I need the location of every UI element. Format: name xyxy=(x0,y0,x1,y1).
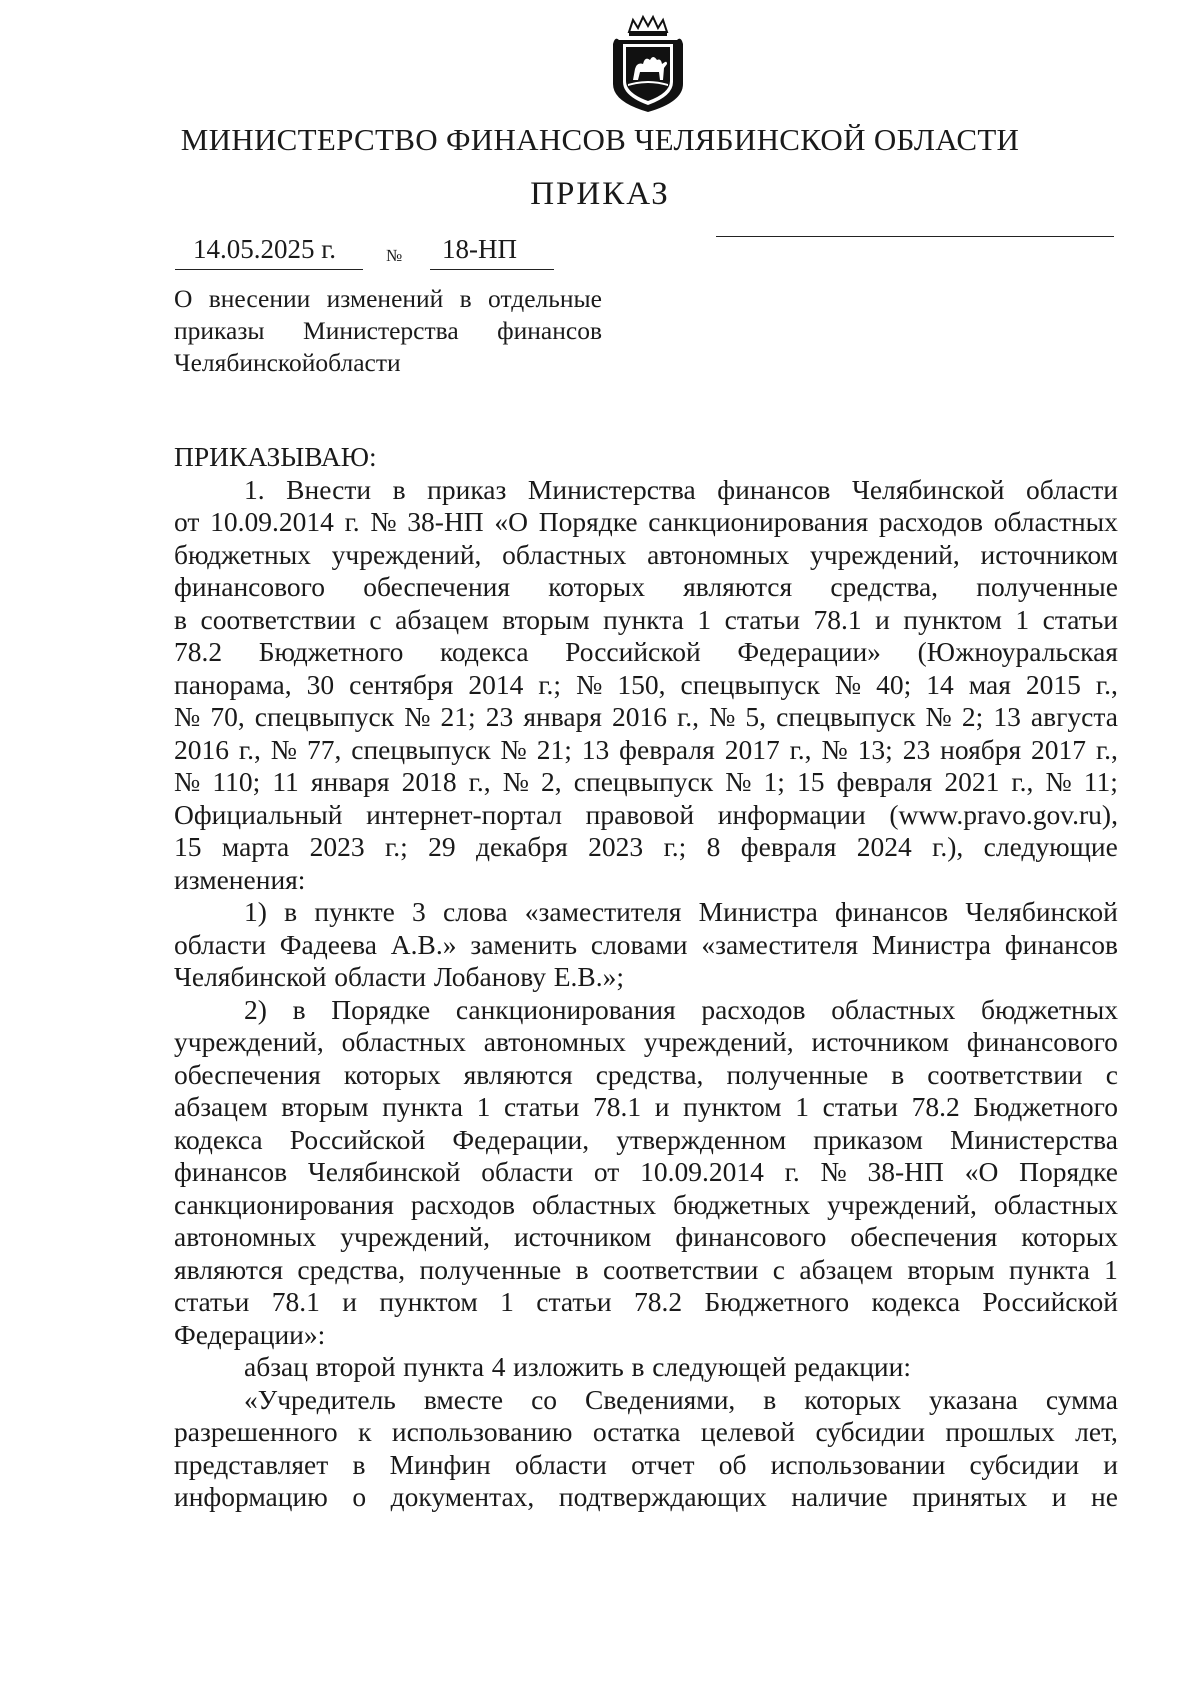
subject-line: О внесении изменений в отдельные xyxy=(174,284,602,313)
body-line: обеспечения которых являются средства, полученные в соответствии с xyxy=(174,1058,1118,1090)
body-line: Официальный интернет-портал правовой информации (www.pravo.gov.ru), xyxy=(174,798,1118,830)
order-subject xyxy=(174,283,602,379)
body-line: абзац второй пункта 4 изложить в следующей редакции: xyxy=(244,1351,911,1382)
body-line: 15 марта 2023 г.; 29 декабря 2023 г.; 8 февраля 2024 г.), следующие xyxy=(174,831,1118,862)
body-line: абзацем вторым пункта 1 статьи 78.1 и пунктом 1 статьи 78.2 Бюджетного xyxy=(174,1091,1118,1122)
body-line: санкционирования расходов областных бюджетных учреждений, областных xyxy=(174,1188,1118,1220)
body-line: представляет в Минфин области отчет об использовании субсидии и xyxy=(174,1448,1118,1480)
document-type: ПРИКАЗ xyxy=(530,176,670,212)
order-body xyxy=(174,441,1118,1514)
body-line: информацию о документах, подтверждающих наличие принятых и не xyxy=(174,1481,1118,1512)
body-line: являются средства, полученные в соответствии с абзацем вторым пункта 1 xyxy=(174,1253,1118,1285)
body-line: ПРИКАЗЫВАЮ: xyxy=(174,441,377,472)
order-number: 18-НП xyxy=(442,234,517,264)
body-line: панорама, 30 сентября 2014 г.; № 150, спецвыпуск № 40; 14 мая 2015 г., xyxy=(174,668,1118,700)
body-line: Федерации»: xyxy=(174,1318,326,1350)
body-line: 2) в Порядке санкционирования расходов областных бюджетных xyxy=(244,993,1118,1025)
body-line: от 10.09.2014 г. № 38-НП «О Порядке санкционирования расходов областных xyxy=(174,506,1118,537)
body-line: области Фадеева А.В.» заменить словами «заместителя Министра финансов xyxy=(174,928,1118,960)
date-underline xyxy=(175,269,363,270)
body-line: в соответствии с абзацем вторым пункта 1 статьи 78.1 и пунктом 1 статьи xyxy=(174,603,1118,635)
body-line: 78.2 Бюджетного кодекса Российской Федерации» (Южноуральская xyxy=(174,636,1118,667)
body-line: кодекса Российской Федерации, утвержденном приказом Министерства xyxy=(174,1123,1118,1155)
body-line: статьи 78.1 и пунктом 1 статьи 78.2 Бюджетного кодекса Российской xyxy=(174,1286,1118,1317)
body-line: разрешенного к использованию остатка целевой субсидии прошлых лет, xyxy=(174,1416,1118,1447)
header-rule xyxy=(716,236,1114,237)
body-line: 1) в пункте 3 слова «заместителя Министра финансов Челябинской xyxy=(244,896,1118,927)
body-line: № 70, спецвыпуск № 21; 23 января 2016 г., № 5, спецвыпуск № 2; 13 августа xyxy=(174,701,1118,732)
body-line: № 110; 11 января 2018 г., № 2, спецвыпуск № 1; 15 февраля 2021 г., № 11; xyxy=(174,766,1118,797)
body-line: финансов Челябинской области от 10.09.2014 г. № 38-НП «О Порядке xyxy=(174,1156,1118,1187)
body-line: изменения: xyxy=(174,863,306,895)
body-line: Челябинской области Лобанову Е.В.»; xyxy=(174,961,624,992)
subject-line: приказы Министерства финансов xyxy=(174,316,602,345)
coat-of-arms-icon xyxy=(607,14,689,114)
subject-line: Челябинской области xyxy=(174,348,401,377)
body-line: 1. Внести в приказ Министерства финансов Челябинской области xyxy=(244,473,1118,505)
number-underline xyxy=(430,269,554,270)
ministry-name: МИНИСТЕРСТВО ФИНАНСОВ ЧЕЛЯБИНСКОЙ ОБЛАСТИ xyxy=(180,122,1020,157)
body-line: 2016 г., № 77, спецвыпуск № 21; 13 февраля 2017 г., № 13; 23 ноября 2017 г., xyxy=(174,733,1118,765)
body-line: бюджетных учреждений, областных автономных учреждений, источником xyxy=(174,538,1118,570)
order-date: 14.05.2025 г. xyxy=(193,234,337,264)
body-line: автономных учреждений, источником финансового обеспечения которых xyxy=(174,1221,1118,1252)
body-line: финансового обеспечения которых являются средства, полученные xyxy=(174,571,1118,602)
body-line: учреждений, областных автономных учреждений, источником финансового xyxy=(174,1026,1118,1057)
number-sign: № xyxy=(386,246,403,265)
body-line: «Учредитель вместе со Сведениями, в которых указана сумма xyxy=(244,1383,1118,1415)
